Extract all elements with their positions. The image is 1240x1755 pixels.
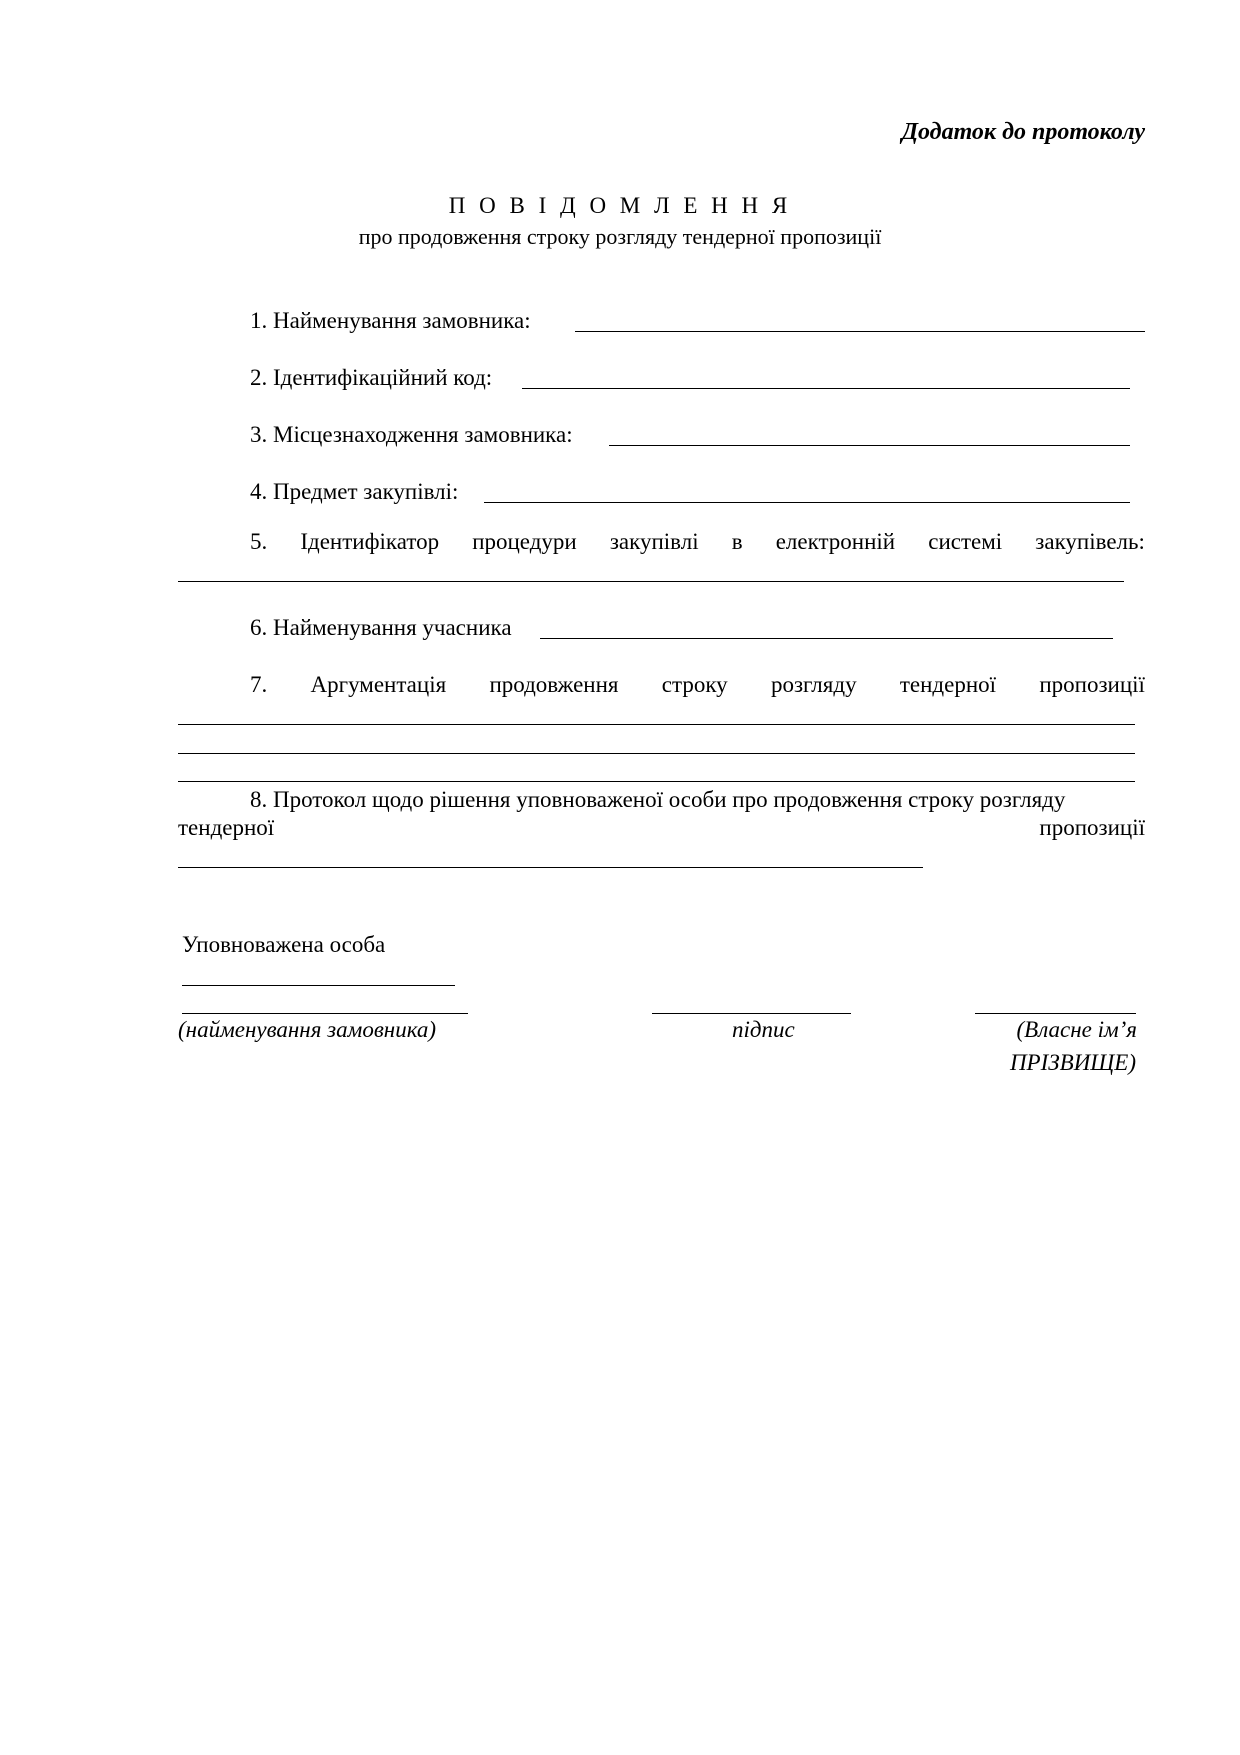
item-participant-field[interactable] xyxy=(540,638,1113,639)
item5-word: Ідентифікатор xyxy=(300,529,440,554)
full-name-caption: (Власне ім’я xyxy=(1016,1017,1137,1042)
item-argumentation-field-line[interactable] xyxy=(178,781,1135,782)
full-name-caption-second-line: ПРІЗВИЩЕ) xyxy=(1009,1050,1136,1075)
item-customer-name-field[interactable] xyxy=(575,331,1145,332)
document-subtitle: про продовження строку розгляду тендерної пропозиції xyxy=(358,224,882,249)
item5-word: 5. xyxy=(250,529,268,554)
item7-word: строку xyxy=(661,672,728,697)
item7-word: розгляду xyxy=(770,672,857,697)
item-protocol-label: 8. Протокол щодо рішення уповноваженої особи про продовження строку розгляду xyxy=(250,787,1066,812)
item-protocol-field[interactable] xyxy=(178,867,923,868)
item-participant-label: 6. Найменування учасника xyxy=(250,615,512,640)
appendix-label: Додаток до протоколу xyxy=(901,119,1145,145)
item-protocol-label-cont: тендерної xyxy=(178,815,275,840)
item-procedure-id-field[interactable] xyxy=(178,581,1124,582)
item5-word: в xyxy=(731,529,743,554)
item-id-code-field[interactable] xyxy=(522,388,1130,389)
item-protocol-label-cont-right: пропозиції xyxy=(1039,815,1145,840)
item7-word: продовження xyxy=(489,672,619,697)
item-argumentation-field-line[interactable] xyxy=(178,753,1135,754)
customer-name-signature-line[interactable] xyxy=(182,1013,468,1014)
document-title: П О В І Д О М Л Е Н Н Я xyxy=(448,193,792,218)
item-subject-field[interactable] xyxy=(484,502,1130,503)
item7-word: тендерної xyxy=(899,672,997,697)
item-argumentation-field-line[interactable] xyxy=(178,724,1135,725)
authorized-person-label: Уповноважена особа xyxy=(182,932,386,957)
item-argumentation-label xyxy=(250,671,1145,699)
item-customer-name-label: 1. Найменування замовника: xyxy=(250,308,531,333)
item7-word: 7. xyxy=(250,672,268,697)
item-location-field[interactable] xyxy=(609,445,1130,446)
authorized-person-field[interactable] xyxy=(182,985,455,986)
item7-word: пропозиції xyxy=(1039,672,1145,697)
item5-word: закупівель: xyxy=(1035,529,1145,554)
item-location-label: 3. Місцезнаходження замовника: xyxy=(250,422,573,447)
item5-word: електронній xyxy=(775,529,896,554)
item-procedure-id-label xyxy=(250,528,1145,556)
full-name-signature-line[interactable] xyxy=(975,1013,1136,1014)
item5-word: процедури xyxy=(472,529,577,554)
item7-word: Аргументація xyxy=(310,672,447,697)
item5-word: закупівлі xyxy=(609,529,699,554)
signature-line[interactable] xyxy=(652,1013,851,1014)
item-id-code-label: 2. Ідентифікаційний код: xyxy=(250,365,493,390)
item5-word: системі xyxy=(928,529,1003,554)
signature-caption: підпис xyxy=(732,1017,795,1042)
item-subject-label: 4. Предмет закупівлі: xyxy=(250,479,459,504)
customer-name-caption: (найменування замовника) xyxy=(178,1017,437,1042)
